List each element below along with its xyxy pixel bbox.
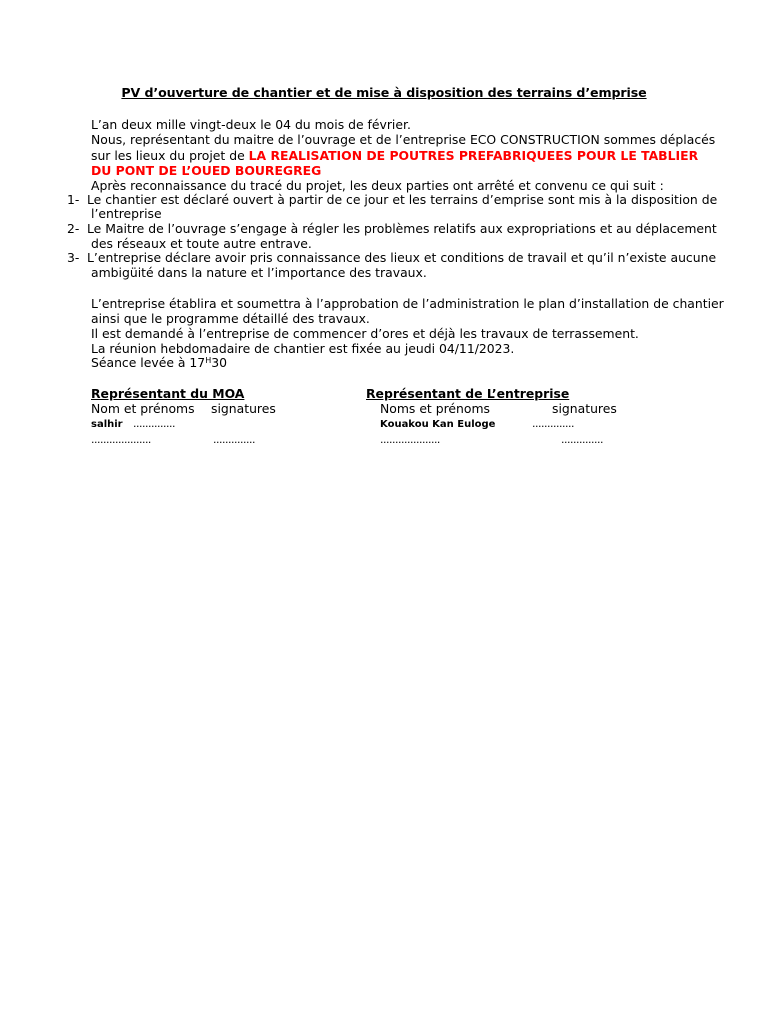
item-number: 1- — [67, 192, 80, 207]
item-number: 2- — [67, 221, 80, 236]
plan-line-2: ainsi que le programme détaillé des travaux. — [91, 311, 370, 326]
item-text: Le chantier est déclaré ouvert à partir de ce jour et les terrains d’emprise sont mis à la disposition de — [87, 192, 718, 207]
item-text: Le Maitre de l’ouvrage s’engage à régler les problèmes relatifs aux expropriations et au déplacement — [87, 221, 717, 236]
date-line: L’an deux mille vingt-deux le 04 du mois de février. — [91, 117, 411, 132]
session-suffix: 30 — [211, 355, 227, 370]
entreprise-signatures-label: signatures — [552, 401, 617, 416]
list-item — [67, 221, 717, 236]
project-prefix: sur les lieux du projet de — [91, 148, 249, 163]
entreprise-name-dots: .............. — [532, 417, 574, 430]
item-text-continued: ambigüité dans la nature et l’importance des travaux. — [91, 265, 427, 280]
moa-name-dots: .............. — [133, 417, 175, 430]
entreprise-names-label: Noms et prénoms — [380, 401, 491, 416]
moa-names-dots: .................... — [91, 433, 151, 446]
agreement-line: Après reconnaissance du tracé du projet, les deux parties ont arrêté et convenu ce qui suit : — [91, 178, 664, 193]
list-item — [67, 192, 717, 207]
entreprise-names-dots: .................... — [380, 433, 440, 446]
meeting-line: La réunion hebdomadaire de chantier est fixée au jeudi 04/11/2023. — [91, 341, 515, 356]
list-item — [67, 250, 716, 265]
parties-line: Nous, représentant du maitre de l’ouvrage et de l’entreprise ECO CONSTRUCTION sommes déplacés — [91, 132, 716, 147]
moa-sign-dots: .............. — [213, 433, 255, 446]
entreprise-heading: Représentant de L’entreprise — [366, 386, 570, 401]
session-superscript: H — [205, 356, 212, 365]
entreprise-name: Kouakou Kan Euloge — [380, 419, 496, 430]
session-prefix: Séance levée à 17 — [91, 355, 206, 370]
moa-heading: Représentant du MOA — [91, 386, 245, 401]
earthworks-line: Il est demandé à l’entreprise de commencer d’ores et déjà les travaux de terrassement. — [91, 326, 639, 341]
session-closed-line — [91, 355, 227, 370]
document-title: PV d’ouverture de chantier et de mise à disposition des terrains d’emprise — [121, 85, 647, 100]
item-text: L’entreprise déclare avoir pris connaissance des lieux et conditions de travail et qu’il n’existe aucune — [87, 250, 717, 265]
project-name-part2: DU PONT DE L’OUED BOUREGREG — [91, 163, 322, 178]
item-text-continued: l’entreprise — [91, 206, 162, 221]
project-line — [91, 148, 698, 163]
moa-name: salhir — [91, 419, 123, 430]
plan-line-1: L’entreprise établira et soumettra à l’approbation de l’administration le plan d’installation de chantier — [91, 296, 724, 311]
item-number: 3- — [67, 250, 80, 265]
moa-names-label: Nom et prénoms — [91, 401, 195, 416]
item-text-continued: des réseaux et toute autre entrave. — [91, 236, 312, 251]
entreprise-sign-dots: .............. — [561, 433, 603, 446]
moa-signatures-label: signatures — [211, 401, 276, 416]
project-name-part1: LA REALISATION DE POUTRES PREFABRIQUEES POUR LE TABLIER — [248, 148, 699, 163]
